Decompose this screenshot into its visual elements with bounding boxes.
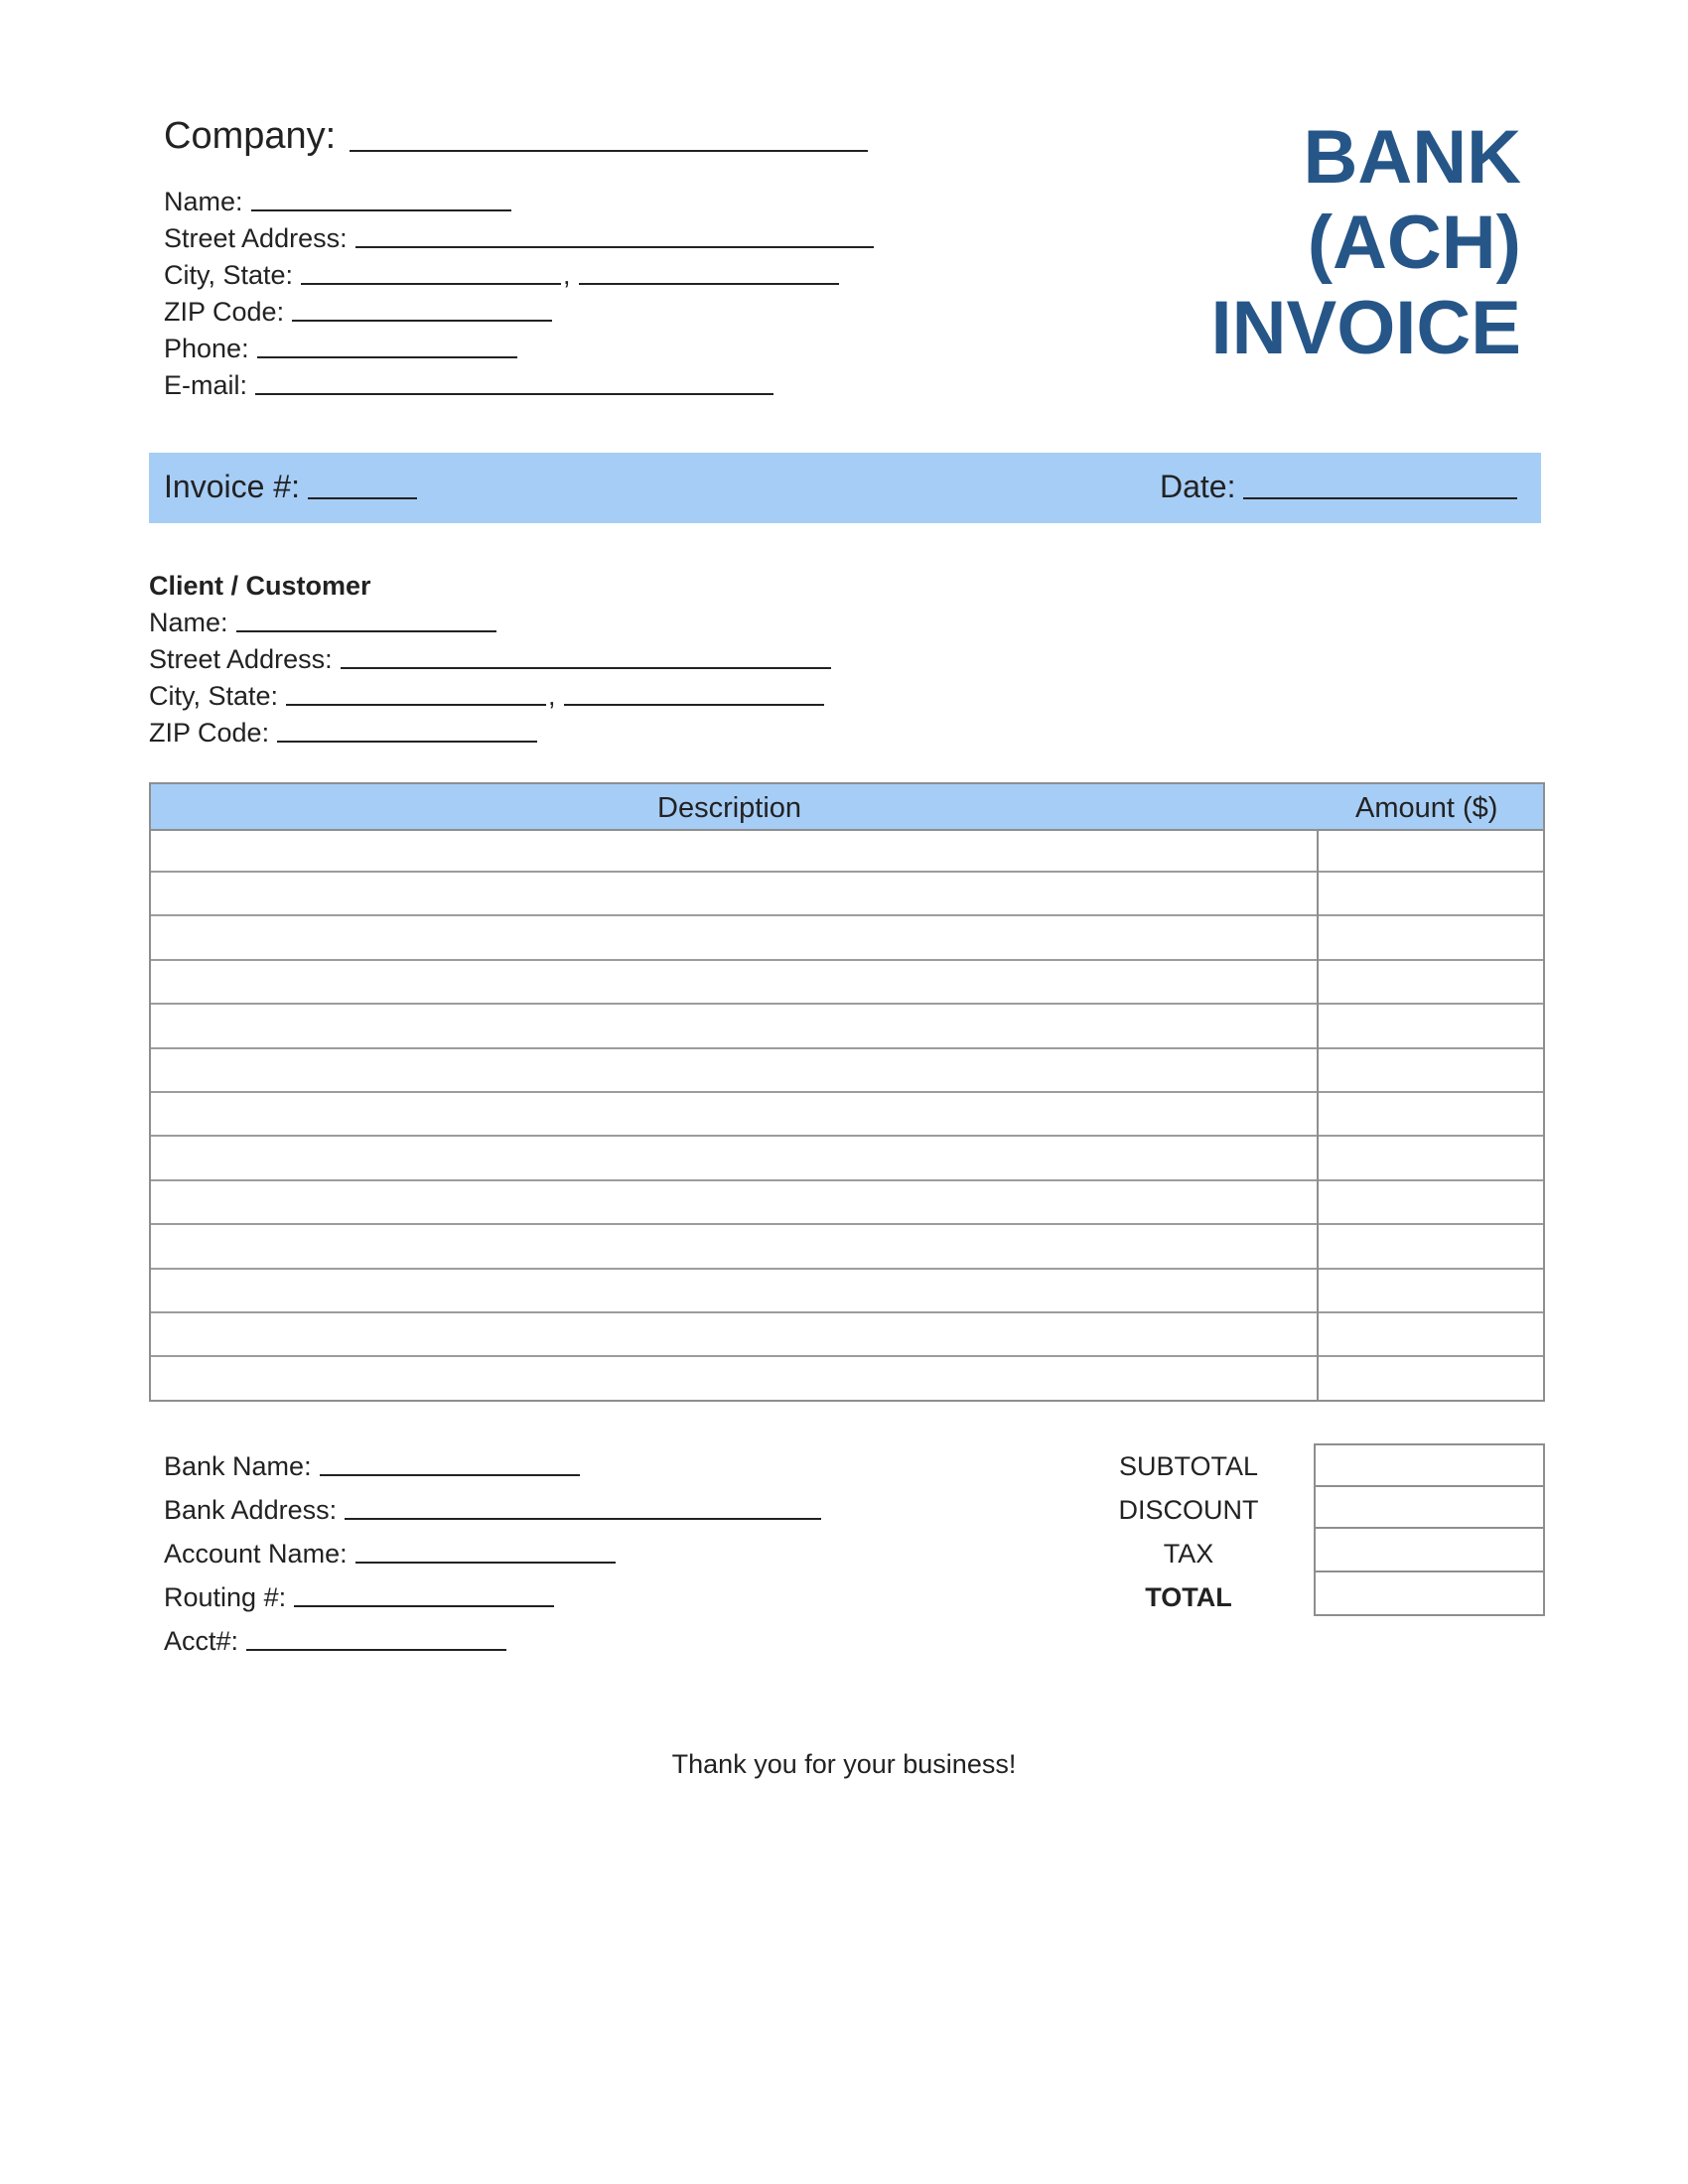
company-email-field[interactable] [164, 370, 774, 401]
discount-box[interactable] [1314, 1485, 1545, 1529]
table-row[interactable] [151, 829, 1543, 873]
company-label: Company: [164, 115, 337, 157]
client-zip-line[interactable] [277, 740, 537, 743]
company-zip-line[interactable] [292, 319, 552, 322]
company-street-line[interactable] [355, 245, 874, 248]
client-name-line[interactable] [236, 629, 496, 632]
account-name-label: Account Name: [164, 1539, 348, 1569]
table-row[interactable] [151, 1138, 1543, 1181]
company-street-field[interactable] [164, 223, 874, 254]
account-name-line[interactable] [355, 1561, 616, 1564]
company-city-line[interactable] [301, 282, 561, 285]
table-row[interactable] [151, 917, 1543, 961]
company-email-label: E-mail: [164, 370, 248, 400]
client-name-field[interactable] [149, 608, 496, 638]
table-row[interactable] [151, 1358, 1543, 1402]
date-field[interactable] [1160, 469, 1517, 505]
company-input-line[interactable] [350, 149, 868, 152]
routing-field[interactable] [164, 1582, 554, 1613]
invoice-number-line[interactable] [308, 496, 417, 499]
company-zip-field[interactable] [164, 297, 552, 328]
invoice-number-field[interactable] [164, 469, 417, 505]
client-city-line[interactable] [286, 703, 546, 706]
table-row[interactable] [151, 873, 1543, 916]
table-row[interactable] [151, 1226, 1543, 1270]
client-street-line[interactable] [341, 666, 831, 669]
company-phone-field[interactable] [164, 334, 517, 364]
client-city-state-field[interactable] [149, 681, 824, 712]
company-name-line[interactable] [251, 208, 511, 211]
company-zip-label: ZIP Code: [164, 297, 285, 327]
date-label: Date: [1160, 469, 1236, 504]
company-phone-line[interactable] [257, 355, 517, 358]
client-name-label: Name: [149, 608, 228, 637]
bank-name-field[interactable] [164, 1451, 580, 1482]
acct-label: Acct#: [164, 1626, 239, 1656]
subtotal-box[interactable] [1314, 1443, 1545, 1487]
amount-header: Amount ($) [1355, 792, 1498, 824]
company-field[interactable] [164, 115, 868, 158]
company-name-label: Name: [164, 187, 243, 216]
account-name-field[interactable] [164, 1539, 616, 1570]
table-row[interactable] [151, 961, 1543, 1005]
description-header: Description [657, 792, 802, 824]
acct-field[interactable] [164, 1626, 506, 1657]
company-city-comma: , [563, 260, 571, 290]
table-header [151, 784, 1543, 831]
bank-address-field[interactable] [164, 1495, 821, 1526]
total-label: TOTAL [1145, 1582, 1232, 1612]
client-street-label: Street Address: [149, 644, 333, 674]
table-row[interactable] [151, 1181, 1543, 1225]
routing-line[interactable] [294, 1604, 554, 1607]
title-line-bank: BANK [1303, 115, 1521, 200]
company-street-label: Street Address: [164, 223, 348, 253]
company-phone-label: Phone: [164, 334, 249, 363]
invoice-number-label: Invoice #: [164, 469, 300, 504]
table-row[interactable] [151, 1270, 1543, 1313]
client-city-state-label: City, State: [149, 681, 279, 711]
client-street-field[interactable] [149, 644, 831, 675]
document-title [1211, 115, 1522, 371]
company-city-state-label: City, State: [164, 260, 294, 290]
bank-address-line[interactable] [345, 1517, 821, 1520]
company-name-field[interactable] [164, 187, 511, 217]
client-zip-label: ZIP Code: [149, 718, 270, 748]
acct-line[interactable] [246, 1648, 506, 1651]
table-row[interactable] [151, 1049, 1543, 1093]
bank-address-label: Bank Address: [164, 1495, 338, 1525]
tax-label: TAX [1163, 1539, 1214, 1569]
client-zip-field[interactable] [149, 718, 537, 749]
title-line-ach: (ACH) [1307, 201, 1521, 285]
line-items-table [149, 782, 1545, 1402]
title-line-invoice: INVOICE [1210, 286, 1521, 370]
discount-label: DISCOUNT [1118, 1495, 1259, 1525]
routing-label: Routing #: [164, 1582, 287, 1612]
total-box[interactable] [1314, 1572, 1545, 1616]
table-row[interactable] [151, 1313, 1543, 1357]
table-row[interactable] [151, 1006, 1543, 1049]
tax-box[interactable] [1314, 1529, 1545, 1572]
client-state-line[interactable] [564, 703, 824, 706]
subtotal-label: SUBTOTAL [1118, 1451, 1259, 1481]
amount-column-divider [1317, 829, 1319, 1400]
bank-name-label: Bank Name: [164, 1451, 312, 1481]
date-line[interactable] [1243, 496, 1517, 499]
company-city-state-field[interactable] [164, 260, 839, 291]
bank-name-line[interactable] [320, 1473, 580, 1476]
client-heading: Client / Customer [149, 571, 371, 601]
invoice-bar [149, 453, 1541, 523]
company-email-line[interactable] [255, 392, 774, 395]
table-row[interactable] [151, 1093, 1543, 1137]
thank-you-message: Thank you for your business! [671, 1749, 1017, 1779]
company-state-line[interactable] [579, 282, 839, 285]
client-city-comma: , [548, 681, 556, 711]
